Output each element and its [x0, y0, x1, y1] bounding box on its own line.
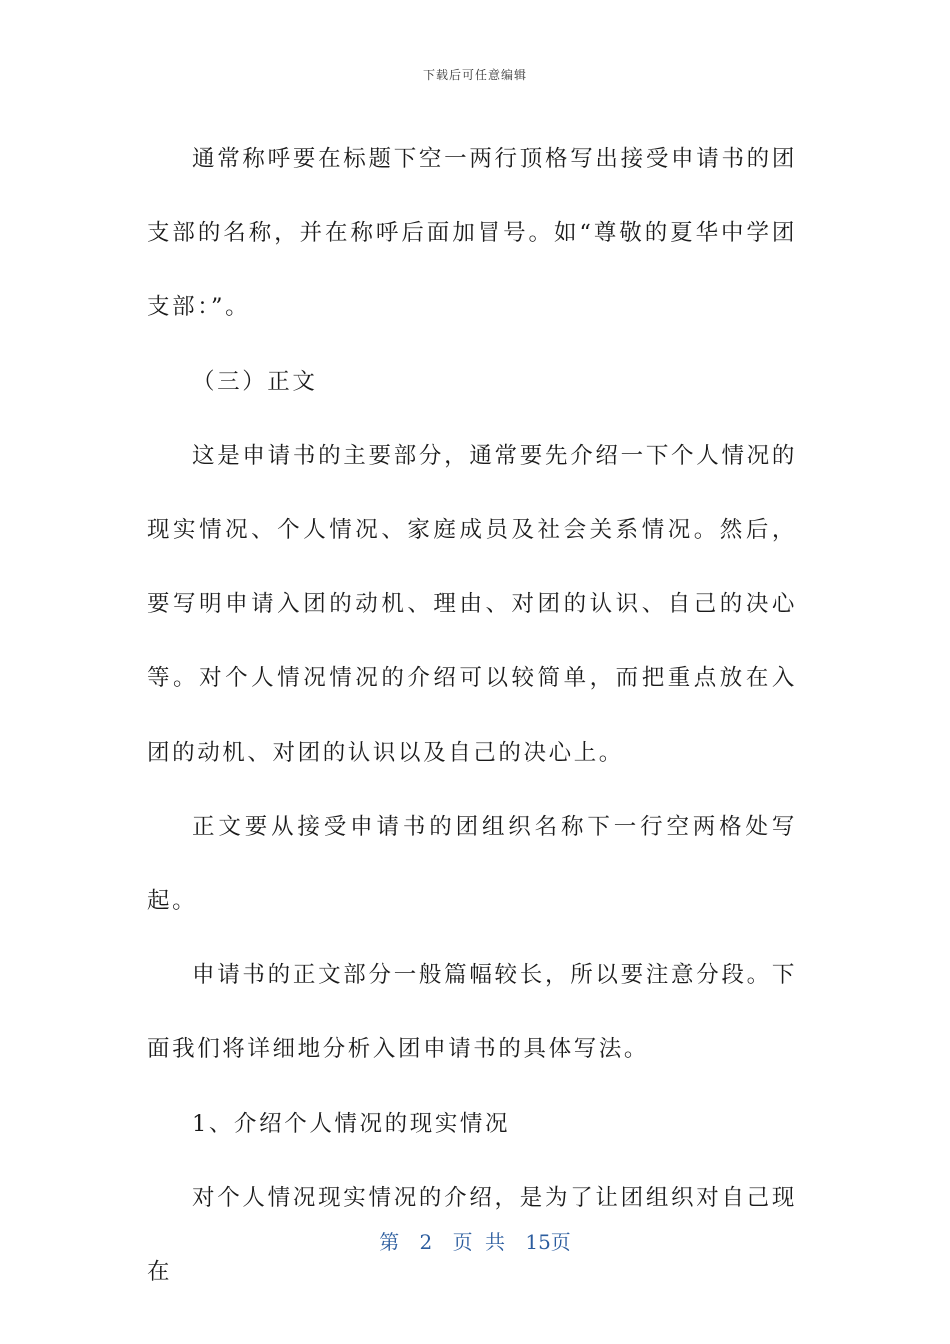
footer-current-page: 2 — [419, 1230, 433, 1254]
paragraph-body-start: 正文要从接受申请书的团组织名称下一行空两格处写起。 — [147, 813, 797, 915]
footer-label-of: 页 共 — [452, 1230, 505, 1254]
footer-total-pages: 15页 — [525, 1230, 571, 1254]
paragraph-personal-situation: 对个人情况现实情况的介绍，是为了让团组织对自己现在 — [147, 1184, 797, 1286]
footer-label-page: 第 — [379, 1230, 400, 1254]
document-body — [147, 122, 797, 1309]
section-heading-body: （三）正文 — [192, 368, 318, 395]
subheading-personal-situation: 1、介绍个人情况的现实情况 — [192, 1110, 511, 1137]
page-footer — [0, 1226, 950, 1255]
paragraph-body-length: 申请书的正文部分一般篇幅较长，所以要注意分段。下面我们将详细地分析入团申请书的具体写法。 — [147, 962, 797, 1063]
page-header: 下载后可任意编辑 — [422, 68, 527, 82]
paragraph-body-intro: 这是申请书的主要部分，通常要先介绍一下个人情况的现实情况、个人情况、家庭成员及社会关系情况。然后，要写明申请入团的动机、理由、对团的认识、自己的决心等。对个人情况情况的介绍可以较简单，而把重点放在入团的动机、对团的认识以及自己的决心上。 — [147, 442, 797, 766]
paragraph-salutation-note: 通常称呼要在标题下空一两行顶格写出接受申请书的团支部的名称，并在称呼后面加冒号。如“尊敬的夏华中学团支部：”。 — [147, 146, 797, 321]
